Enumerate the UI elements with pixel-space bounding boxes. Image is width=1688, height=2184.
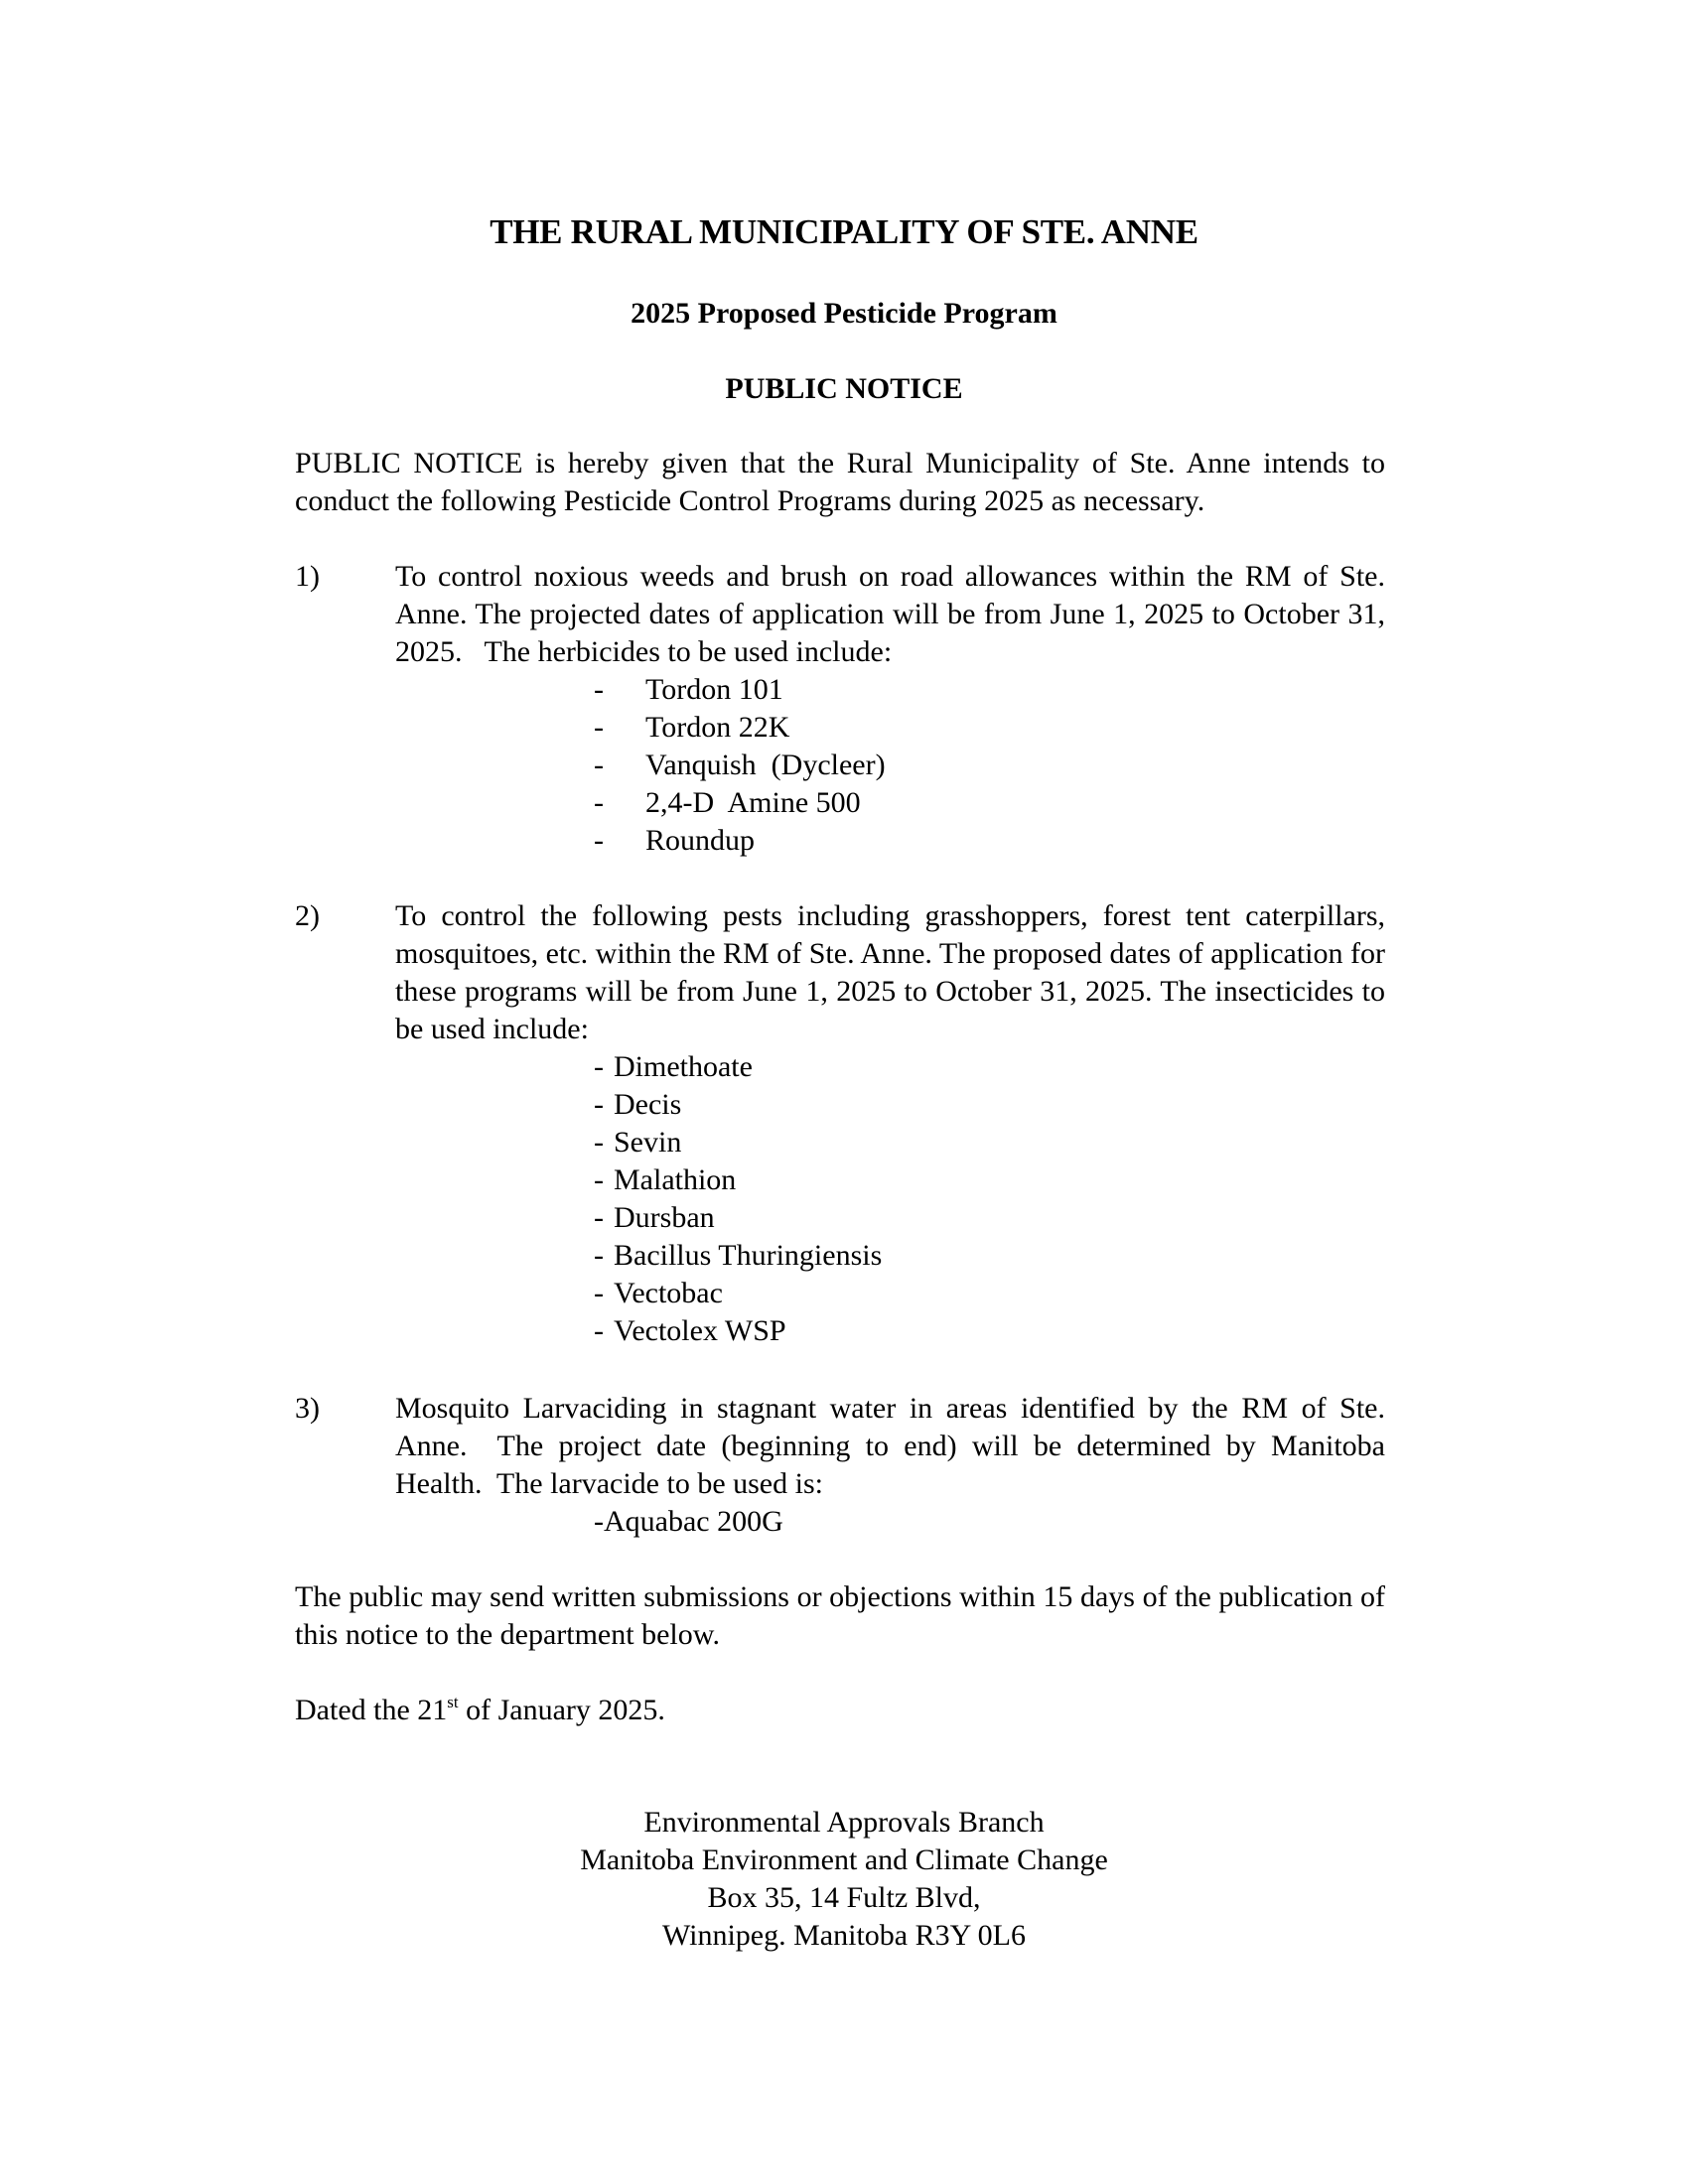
document-title: THE RURAL MUNICIPALITY OF STE. ANNE xyxy=(490,212,1198,251)
herbicide-list xyxy=(594,671,886,860)
list-item: - Malathion xyxy=(594,1163,737,1196)
item-2-number: 2) xyxy=(295,899,320,932)
item-3-text: Mosquito Larvaciding in stagnant water in areas identified by the RM of Ste. Anne. The project date (beginning to end) will be determined by Manitoba Health. The larvacide to be used is: xyxy=(395,1392,1385,1500)
address-line-1: Environmental Approvals Branch xyxy=(643,1806,1045,1839)
list-item: - Vectobac xyxy=(594,1277,723,1309)
list-item: - Bacillus Thuringiensis xyxy=(594,1239,883,1272)
list-item: - Dimethoate xyxy=(594,1050,753,1083)
list-item: - Decis xyxy=(594,1088,682,1121)
address-line-2: Manitoba Environment and Climate Change xyxy=(580,1843,1108,1876)
item-2-text: To control the following pests including grasshoppers, forest tent caterpillars, mosquitoes, etc. within the RM of Ste. Anne. The proposed dates of application for these programs will be from June 1, 2025 to October 31, 2025. The insecticides to be used include: xyxy=(395,899,1385,1045)
address-line-3: Box 35, 14 Fultz Blvd, xyxy=(707,1881,981,1914)
list-item: - Tordon 101 xyxy=(594,673,783,706)
larvacide-list xyxy=(594,1503,783,1541)
dated-line: Dated the 21st of January 2025. xyxy=(295,1693,665,1726)
submission-paragraph: The public may send written submissions or objections within 15 days of the publication of this notice to the department below. xyxy=(295,1580,1385,1651)
list-item: - Roundup xyxy=(594,824,756,857)
list-item: - Dursban xyxy=(594,1201,715,1234)
item-1-number: 1) xyxy=(295,560,320,593)
item-1-text: To control noxious weeds and brush on road allowances within the RM of Ste. Anne. The projected dates of application will be from June 1, 2025 to October 31, 2025. The herbicides to be used include: xyxy=(395,560,1385,668)
address-block xyxy=(0,1804,1688,1955)
intro-paragraph: PUBLIC NOTICE is hereby given that the Rural Municipality of Ste. Anne intends to conduct the following Pesticide Control Programs during 2025 as necessary. xyxy=(295,447,1385,517)
list-item: - Vanquish (Dycleer) xyxy=(594,749,886,781)
address-line-4: Winnipeg. Manitoba R3Y 0L6 xyxy=(662,1919,1026,1952)
list-item: - Vectolex WSP xyxy=(594,1314,786,1347)
notice-heading: PUBLIC NOTICE xyxy=(725,372,963,405)
item-3-number: 3) xyxy=(295,1392,320,1425)
list-item: -Aquabac 200G xyxy=(594,1505,783,1538)
document-subtitle: 2025 Proposed Pesticide Program xyxy=(631,297,1057,330)
list-item: - Sevin xyxy=(594,1126,682,1159)
list-item: - 2,4-D Amine 500 xyxy=(594,786,861,819)
list-item: - Tordon 22K xyxy=(594,711,790,744)
insecticide-list xyxy=(594,1048,882,1350)
